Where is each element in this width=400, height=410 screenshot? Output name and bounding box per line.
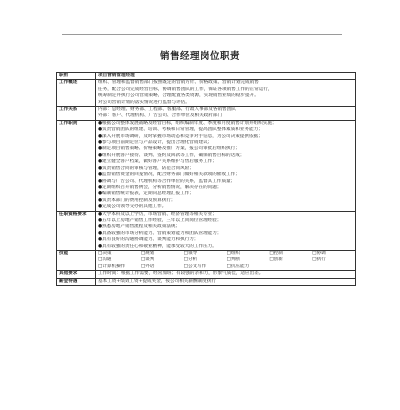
table-body: [57, 80, 356, 251]
text-line: ●建立健全客户档案，做好客户关系维护与售后服务工作；: [98, 159, 217, 165]
text-line: ●定期组织召开销售例会，分析销售情况，解决存在的问题；: [98, 184, 222, 190]
text-line: ●制定项目销售策略、价格策略及推广方案，报公司审批后组织执行；: [98, 146, 240, 152]
text-line: ●负责销售合同的审核与管理，防范合同风险；: [98, 165, 194, 171]
row-value: [96, 211, 356, 250]
skill-checkbox-item: □沟通: [98, 257, 112, 263]
table-row: [57, 73, 356, 80]
skill-checkbox-item: □外语: [140, 263, 155, 269]
text-line: 外部：客户、代理机构、广告公司、合作单位及相关政府部门: [98, 113, 223, 119]
row-label: 工作概述: [57, 80, 96, 107]
table-row: [57, 107, 356, 121]
text-line: ●负责营销团队的组建、培训、考核和日常管理，提高团队整体素质和业务能力；: [98, 127, 263, 133]
skills-cell: [96, 250, 356, 270]
row-value: 工作时间：根据工作需要，经常加班；有较强的亲和力，形象气质佳，适应出差。: [96, 271, 356, 278]
job-description-table: [56, 72, 356, 286]
header-rule: [62, 34, 342, 35]
row-value: [96, 120, 356, 211]
skill-checkbox-item: □决策: [98, 250, 112, 256]
row-label: 薪金待遇: [57, 278, 96, 285]
document-title: 销售经理岗位职责: [159, 51, 240, 62]
text-line: ●协调与广告公司、代理机构等合作单位的关系，监督其工作质量；: [98, 178, 236, 184]
text-line: ●编制销售统计报表，定期向总经理汇报工作；: [98, 191, 194, 197]
text-line: 对公司营销计划的落实情况进行监督与评估。: [98, 99, 190, 105]
skill-checkbox-item: □执行: [312, 257, 326, 263]
skill-checkbox-item: □控制: [269, 250, 283, 256]
skill-checkbox-item: □抗压能力: [226, 263, 250, 269]
text-line: ●具备较强的市场分析能力、营销策划能力和团队管理能力；: [98, 230, 222, 236]
skill-checkbox-item: □谈判: [140, 257, 155, 263]
row-label: 其他要求: [57, 271, 96, 278]
row-value: [96, 80, 356, 107]
table-row-skills: [57, 250, 356, 270]
skill-checkbox-item: □规划: [140, 250, 155, 256]
row-label: 任职资格要求: [57, 211, 96, 250]
text-line: ●具有良好的沟通协调能力、谈判能力和执行力；: [98, 237, 199, 243]
skill-checkbox-item: □判断: [226, 257, 241, 263]
text-line: ●深入开展市场调研，及时掌握市场动态和竞争对手信息，为公司决策提供依据；: [98, 133, 263, 139]
text-line: ●具有较强的责任心和敬业精神，能承受较大的工作压力。: [98, 243, 217, 249]
text-line: 内部：总经理、财务部、工程部、客服部、行政人事部及各销售团队: [98, 107, 236, 113]
skill-checkbox-item: □公文写作: [183, 263, 207, 269]
skill-checkbox-item: □协调: [312, 250, 326, 256]
row-value: [96, 107, 356, 121]
text-line: ●负责本部门的费用控制及预算执行；: [98, 197, 176, 203]
row-value: 基本工资+绩效工资+提成奖金，按公司相关薪酬制度执行: [96, 278, 356, 285]
text-line: ●五年以上房地产销售工作经验，三年以上同岗位管理经验；: [98, 217, 222, 223]
row-label: 职衔: [57, 73, 96, 80]
text-line: 统筹制定并执行公司营销策略，合理配置各类资源，实现销售业绩的稳步提升。: [98, 93, 259, 99]
table-row: [57, 80, 356, 107]
text-line: 组织、管理和监督销售部门按照既定的营销方针、价格政策、营销计划完成销售: [98, 80, 259, 86]
table-row-salary: [57, 278, 356, 285]
row-value: 项目营销管理经理: [96, 73, 356, 80]
skills-grid: [98, 251, 353, 270]
text-line: ●组织开展客户接待、谈判、签约及回款等工作，确保销售目标的达成；: [98, 152, 245, 158]
row-label: 技能: [57, 250, 96, 270]
text-line: ●根据公司整体发展战略及经营目标，组织编制年度、季度和月度销售计划并组织实施；: [98, 120, 277, 126]
text-line: 任务，配合公司完成经营目标，协调销售团队的工作，保证各项销售工作的正常运行，: [98, 86, 273, 92]
table-row: [57, 211, 356, 250]
skill-checkbox-item: □组织: [226, 250, 241, 256]
row-label: 工作关系: [57, 107, 96, 121]
table-row: [57, 120, 356, 211]
row-label: 工作职责: [57, 120, 96, 211]
skill-checkbox-item: □创新: [269, 257, 283, 263]
text-line: ●大学本科及以上学历，市场营销、经济管理等相关专业；: [98, 211, 217, 217]
text-line: ●完成公司领导交办的其他工作。: [98, 204, 167, 210]
text-line: ●监督销售资金的回笼情况，配合财务部门做好相关款项的催收工作；: [98, 172, 240, 178]
skill-checkbox-item: □分析: [183, 257, 198, 263]
table-row-requirements: [57, 271, 356, 278]
text-line: ●熟悉房地产销售流程及相关政策法规；: [98, 224, 181, 230]
text-line: ●参与项目前期定位与产品设计，提出合理化营销建议；: [98, 140, 213, 146]
skill-checkbox-item: □领导: [183, 250, 198, 256]
skill-checkbox-item: □计算机操作: [98, 263, 126, 269]
